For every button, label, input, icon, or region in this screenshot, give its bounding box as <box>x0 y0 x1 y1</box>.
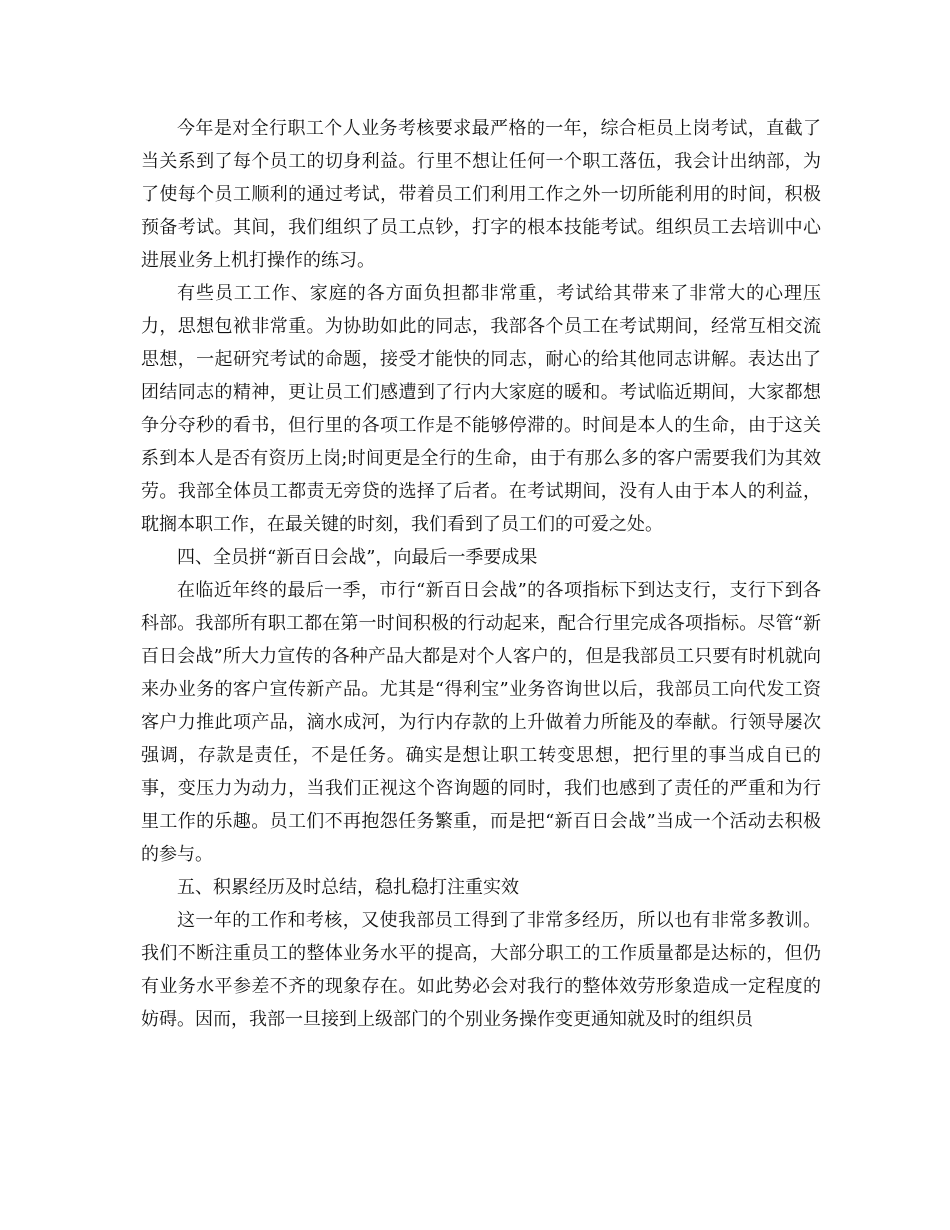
paragraph-hundred-day-campaign: 在临近年终的最后一季，市行“新百日会战”的各项指标下到达支行，支行下到各科部。我部所有职工都在第一时间积极的行动起来，配合行里完成各项指标。尽管“新百日会战”所大力宣传的各种产品大都是对个人客户的，但是我部员工只要有时机就向来办业务的客户宣传新产品。尤其是“得利宝”业务咨询世以后，我部员工向代发工资客户力推此项产品，滴水成河，为行内存款的上升做着力所能及的奉献。行领导屡次强调，存款是责任，不是任务。确实是想让职工转变思想，把行里的事当成自已的事，变压力为动力，当我们正视这个咨询题的同时，我们也感到了责任的严重和为行里工作的乐趣。员工们不再抱怨任务繁重，而是把“新百日会战”当成一个活动去积极的参与。 <box>141 580 821 865</box>
paragraph-team-support: 有些员工工作、家庭的各方面负担都非常重，考试给其带来了非常大的心理压力，思想包袱非常重。为协助如此的同志，我部各个员工在考试期间，经常互相交流思想，一起研究考试的命题，接受才能快的同志，耐心的给其他同志讲解。表达出了团结同志的精神，更让员工们感遭到了行内大家庭的暖和。考试临近期间，大家都想争分夺秒的看书，但行里的各项工作是不能够停滞的。时间是本人的生命，由于这关系到本人是否有资历上岗;时间更是全行的生命，由于有那么多的客户需要我们为其效劳。我部全体员工都责无旁贷的选择了后者。在考试期间，没有人由于本人的利益，耽搁本职工作，在最关键的时刻，我们看到了员工们的可爱之处。 <box>141 283 821 535</box>
section-heading-four: 四、全员拼“新百日会战”，向最后一季要成果 <box>177 547 538 568</box>
document-body <box>141 112 821 1036</box>
paragraph-experience-summary: 这一年的工作和考核，又使我部员工得到了非常多经历，所以也有非常多教训。我们不断注重员工的整体业务水平的提高，大部分职工的工作质量都是达标的，但仍有业务水平参差不齐的现象存在。如此势必会对我行的整体效劳形象造成一定程度的妨碍。因而，我部一旦接到上级部门的个别业务操作变更通知就及时的组织员 <box>141 910 821 1030</box>
section-heading-five: 五、积累经历及时总结，稳扎稳打注重实效 <box>177 877 519 898</box>
paragraph-exam-preparation: 今年是对全行职工个人业务考核要求最严格的一年，综合柜员上岗考试，直截了当关系到了每个员工的切身利益。行里不想让任何一个职工落伍，我会计出纳部，为了使每个员工顺利的通过考试，带着员工们利用工作之外一切所能利用的时间，积极预备考试。其间，我们组织了员工点钞，打字的根本技能考试。组织员工去培训中心进展业务上机打操作的练习。 <box>141 118 821 271</box>
